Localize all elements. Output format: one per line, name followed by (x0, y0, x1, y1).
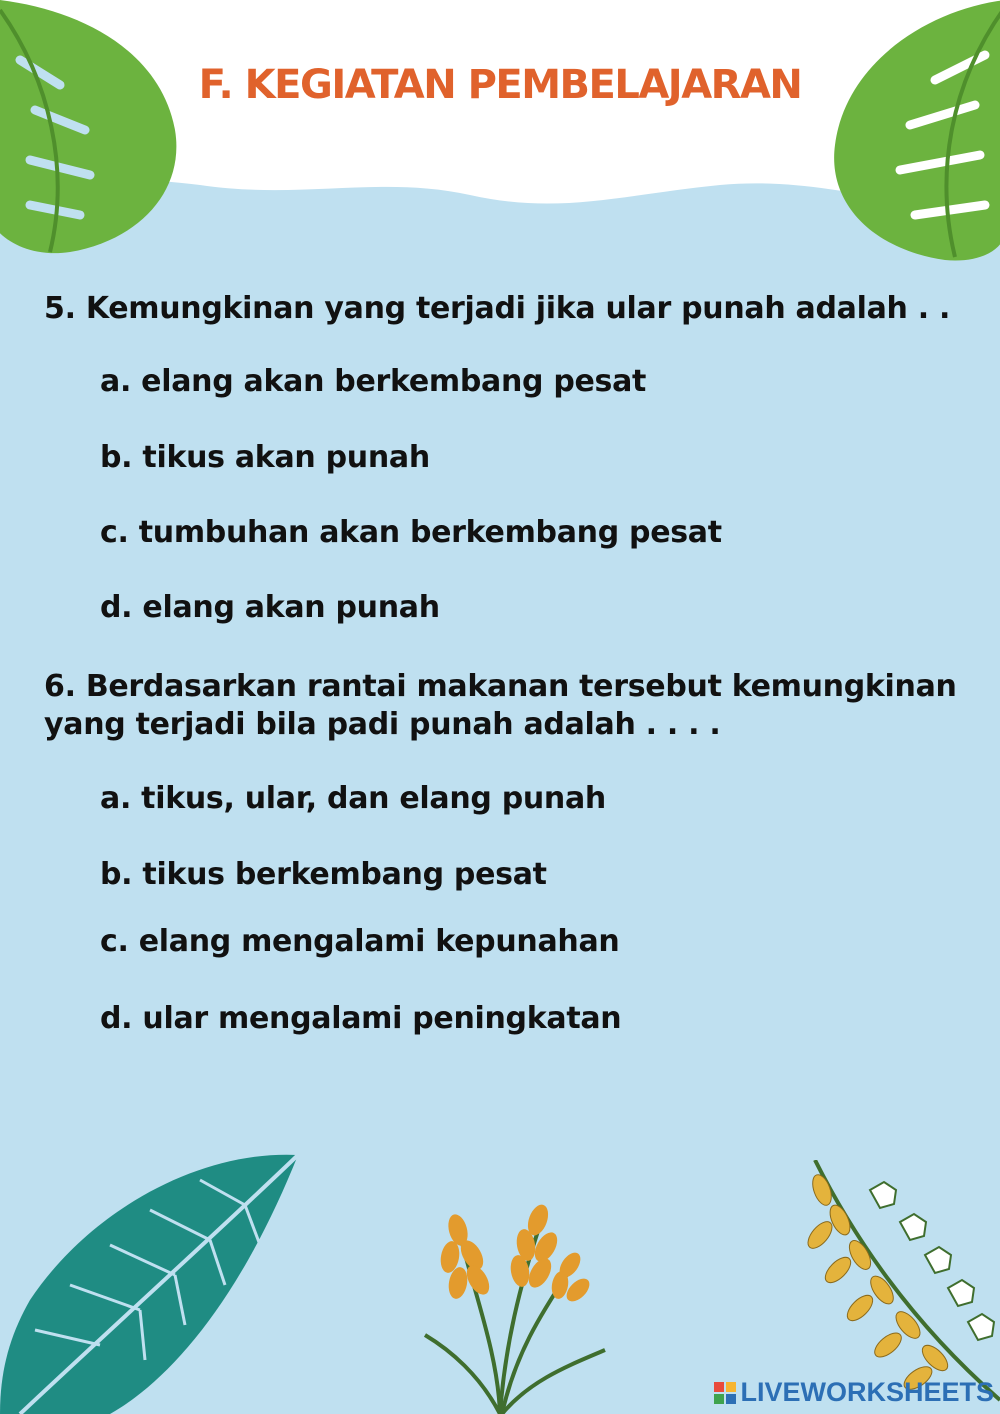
wheat-icon (420, 1175, 610, 1414)
page-title: F. KEGIATAN PEMBELAJARAN (198, 62, 802, 108)
monstera-leaf-icon (815, 0, 1000, 265)
monstera-leaf-icon (0, 0, 190, 260)
question-6-option-b[interactable]: b. tikus berkembang pesat (100, 857, 547, 892)
watermark-text: LIVEWORKSHEETS (740, 1377, 994, 1407)
liveworksheets-logo-icon (714, 1382, 736, 1404)
question-5-option-b[interactable]: b. tikus akan punah (100, 440, 430, 475)
question-5-option-d[interactable]: d. elang akan punah (100, 590, 440, 625)
teal-leaf-icon (0, 1150, 300, 1414)
liveworksheets-watermark (714, 1377, 994, 1408)
question-6-option-c[interactable]: c. elang mengalami kepunahan (100, 924, 620, 959)
question-6-option-a[interactable]: a. tikus, ular, dan elang punah (100, 781, 606, 816)
question-5-text: 5. Kemungkinan yang terjadi jika ular punah adalah . . (44, 291, 951, 326)
question-5-option-c[interactable]: c. tumbuhan akan berkembang pesat (100, 515, 722, 550)
rice-branch-icon (800, 1160, 1000, 1414)
question-5-option-a[interactable]: a. elang akan berkembang pesat (100, 364, 647, 399)
question-6-option-d[interactable]: d. ular mengalami peningkatan (100, 1001, 622, 1036)
question-6-text: 6. Berdasarkan rantai makanan tersebut kemungkinan yang terjadi bila padi punah adalah . . . . (44, 669, 957, 742)
